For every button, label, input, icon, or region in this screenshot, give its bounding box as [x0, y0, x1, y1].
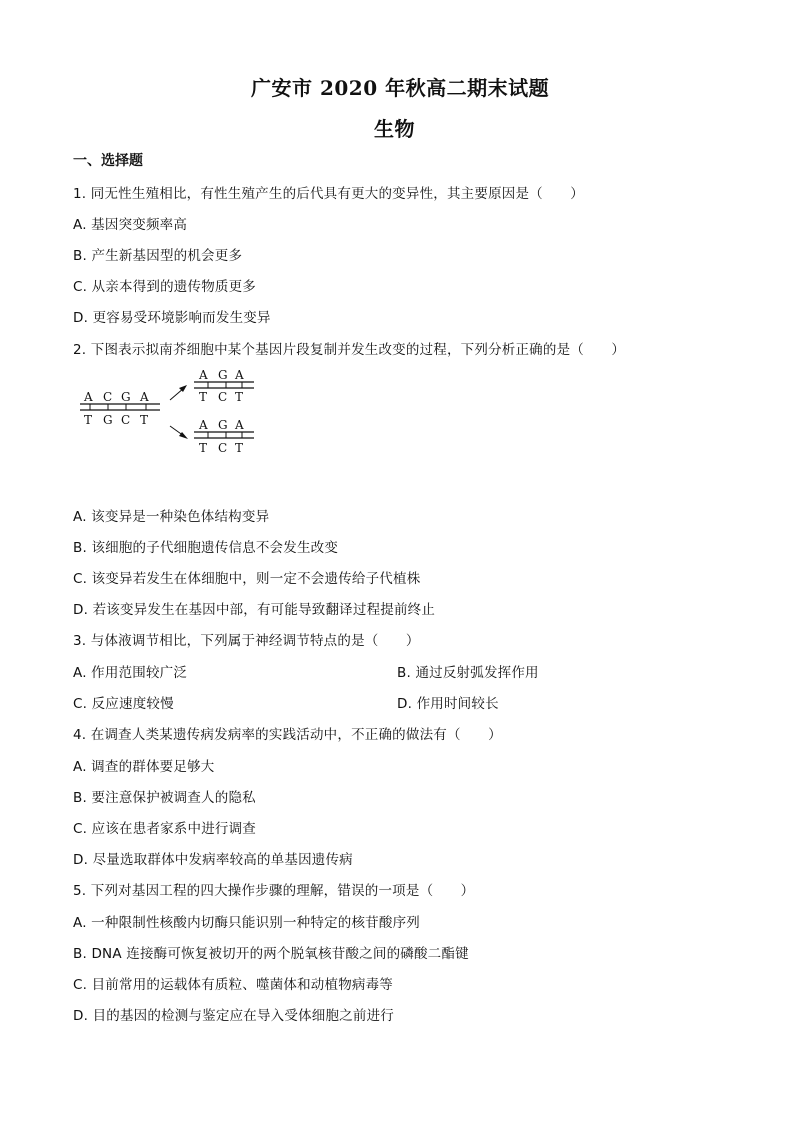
question-5-option-b: B. DNA 连接酶可恢复被切开的两个脱氧核苷酸之间的磷酸二酯键 [73, 946, 469, 962]
parent-top-base-1: A [84, 390, 93, 404]
daughter-dna-fragment-upper [194, 368, 254, 404]
question-1-stem: 1. 同无性生殖相比，有性生殖产生的后代具有更大的变异性，其主要原因是（ ） [73, 186, 584, 202]
question-1-option-d: D. 更容易受环境影响而发生变异 [73, 310, 271, 326]
question-3-option-b: B. 通过反射弧发挥作用 [397, 665, 539, 681]
question-5-option-d: D. 目的基因的检测与鉴定应在导入受体细胞之前进行 [73, 1008, 394, 1024]
question-3-option-a: A. 作用范围较广泛 [73, 665, 188, 681]
parent-bottom-base-3: C [121, 413, 131, 427]
parent-dna-fragment [80, 390, 160, 427]
question-3-option-c: C. 反应速度较慢 [73, 696, 174, 712]
question-2-option-b: B. 该细胞的子代细胞遗传信息不会发生改变 [73, 540, 339, 556]
lower-bottom-base-1: T [199, 441, 208, 455]
upper-bottom-base-3: T [235, 390, 244, 404]
upper-bottom-base-2: C [218, 390, 228, 404]
question-1-option-c: C. 从亲本得到的遗传物质更多 [73, 279, 257, 295]
lower-bottom-base-3: T [235, 441, 244, 455]
question-3-option-d: D. 作用时间较长 [397, 696, 499, 712]
question-2-option-d: D. 若该变异发生在基因中部，有可能导致翻译过程提前终止 [73, 602, 436, 618]
upper-top-base-2: G [218, 368, 228, 382]
lower-top-base-1: A [199, 418, 208, 432]
upper-top-base-1: A [199, 368, 208, 382]
question-2-stem: 2. 下图表示拟南芥细胞中某个基因片段复制并发生改变的过程，下列分析正确的是（ ） [73, 342, 626, 358]
question-2-option-c: C. 该变异若发生在体细胞中，则一定不会遗传给子代植株 [73, 571, 421, 587]
question-4-option-b: B. 要注意保护被调查人的隐私 [73, 790, 256, 806]
parent-bottom-base-4: T [140, 413, 149, 427]
lower-bottom-base-2: C [218, 441, 228, 455]
parent-top-base-2: C [103, 390, 113, 404]
parent-bottom-base-1: T [84, 413, 93, 427]
question-1-option-b: B. 产生新基因型的机会更多 [73, 248, 243, 264]
question-4-option-c: C. 应该在患者家系中进行调查 [73, 821, 257, 837]
question-5-option-a: A. 一种限制性核酸内切酶只能识别一种特定的核苷酸序列 [73, 915, 420, 931]
question-4-stem: 4. 在调查人类某遗传病发病率的实践活动中，不正确的做法有（ ） [73, 727, 502, 743]
replication-arrow-down [170, 426, 188, 439]
upper-top-base-3: A [235, 368, 244, 382]
page-title: 广安市 2020 年秋高二期末试题 [251, 76, 550, 100]
lower-top-base-3: A [235, 418, 244, 432]
question-5-option-c: C. 目前常用的运载体有质粒、噬菌体和动植物病毒等 [73, 977, 394, 993]
subject-title: 生物 [374, 117, 415, 141]
question-5-stem: 5. 下列对基因工程的四大操作步骤的理解，错误的一项是（ ） [73, 883, 475, 899]
parent-top-base-3: G [121, 390, 131, 404]
question-4-option-d: D. 尽量选取群体中发病率较高的单基因遗传病 [73, 852, 353, 868]
question-4-option-a: A. 调查的群体要足够大 [73, 759, 215, 775]
question-1-option-a: A. 基因突变频率高 [73, 217, 188, 233]
lower-top-base-2: G [218, 418, 228, 432]
question-3-stem: 3. 与体液调节相比，下列属于神经调节特点的是（ ） [73, 633, 420, 649]
question-2-option-a: A. 该变异是一种染色体结构变异 [73, 509, 270, 525]
replication-arrow-up [170, 385, 187, 400]
daughter-dna-fragment-lower [194, 418, 254, 455]
parent-bottom-base-2: G [103, 413, 113, 427]
parent-top-base-4: A [140, 390, 149, 404]
section-heading: 一、选择题 [73, 153, 143, 169]
upper-bottom-base-1: T [199, 390, 208, 404]
dna-replication-diagram [74, 368, 264, 464]
